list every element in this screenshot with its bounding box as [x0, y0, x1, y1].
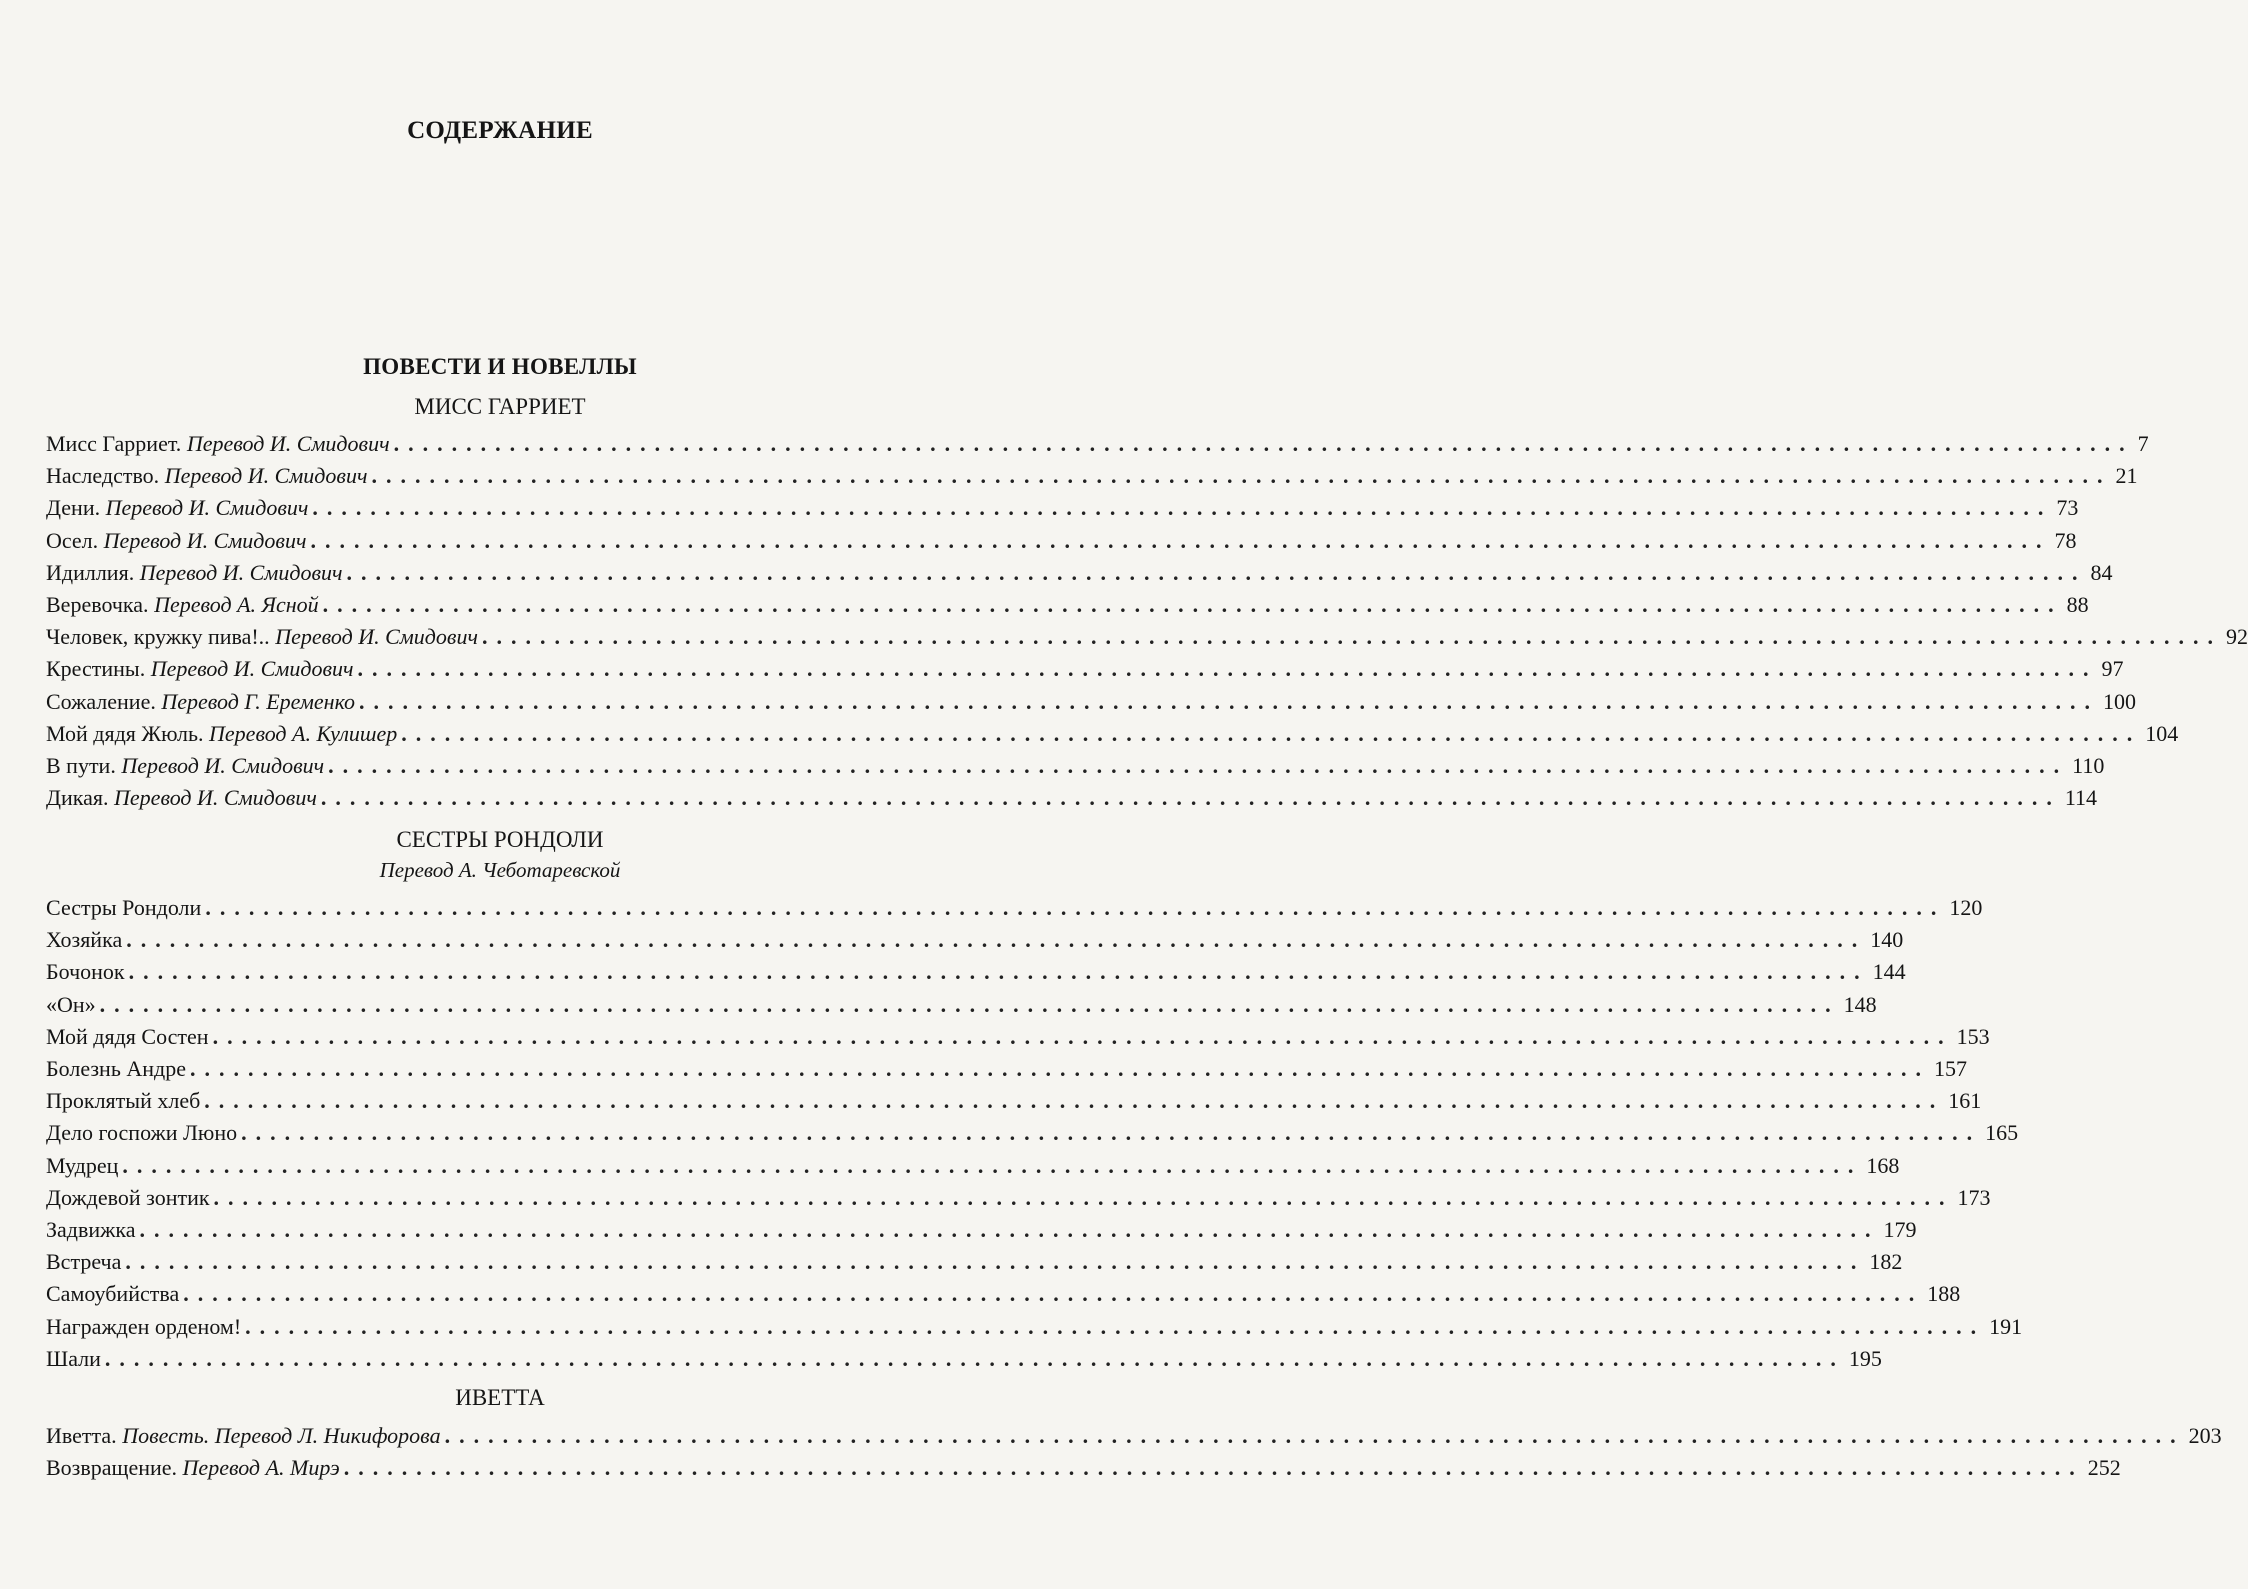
page-number: 7 [2137, 431, 2149, 456]
toc-entry-text [46, 558, 343, 588]
entry-title: Человек, кружку пива!.. [46, 624, 270, 650]
entry-title: Дени. [46, 495, 101, 521]
toc-entry [46, 1183, 1991, 1213]
toc-entry [46, 1312, 2023, 1342]
entry-translator: Перевод А. Мирэ [182, 1455, 340, 1481]
dot-leader: ........................................................................................................................ [189, 1056, 1930, 1081]
entry-title: Дело госпожи Люно [46, 1120, 238, 1146]
entry-title: Мой дядя Жюль. [46, 720, 204, 746]
entry-title: Крестины. [46, 656, 146, 682]
toc-entry [46, 1086, 1982, 1116]
dot-leader: ........................................................................................................................ [312, 495, 2053, 521]
dot-leader: ........................................................................................................................ [99, 991, 1840, 1017]
entry-title: Сестры Рондоли [46, 895, 202, 920]
page-number: 195 [1848, 1345, 1882, 1371]
entry-translator: Перевод И. Смидович [164, 463, 368, 489]
toc-entry-text [46, 990, 96, 1020]
dot-leader: ........................................................................................................................ [213, 1184, 1954, 1210]
entry-title: «Он» [46, 991, 96, 1017]
entry-title: Хозяйка [46, 927, 123, 953]
dot-leader: ........................................................................................................................ [401, 720, 2142, 746]
dot-leader: ........................................................................................................................ [444, 1423, 2185, 1448]
dot-leader: ........................................................................................................................ [139, 1217, 1880, 1242]
dot-leader: ........................................................................................................................ [126, 927, 1867, 953]
toc-entry-text [46, 751, 324, 781]
page-number: 157 [1933, 1056, 1967, 1081]
dot-leader: ........................................................................................................................ [205, 895, 1946, 920]
toc-entry [46, 687, 2137, 717]
toc-entry [46, 429, 2149, 459]
page-number: 182 [1869, 1249, 1903, 1275]
page-number: 188 [1927, 1281, 1961, 1307]
page-number: 21 [2115, 463, 2138, 489]
dot-leader: ........................................................................................................................ [393, 431, 2134, 456]
page-number: 179 [1883, 1217, 1917, 1242]
toc-entry-text [46, 1022, 209, 1052]
dot-leader: ........................................................................................................................ [359, 688, 2100, 714]
group-title: МИСС ГАРРИЕТ [414, 394, 586, 419]
toc-entry [46, 925, 1904, 955]
toc-entry [46, 654, 2124, 684]
entry-translator: Перевод А. Ясной [154, 592, 319, 617]
toc-entry [46, 783, 2098, 813]
entry-translator: Перевод И. Смидович [186, 431, 390, 456]
toc-entry-text [46, 429, 390, 459]
dot-leader: ........................................................................................................................ [481, 624, 2222, 650]
toc-entry [46, 719, 2179, 749]
toc-entry [46, 751, 2105, 781]
toc-entry-text [46, 925, 122, 955]
toc-entry-text [46, 1247, 121, 1277]
toc-entry [46, 893, 1983, 923]
dot-leader: ........................................................................................................................ [320, 785, 2061, 811]
dot-leader: ........................................................................................................................ [204, 1088, 1945, 1114]
toc-entry-text [46, 526, 306, 556]
entry-title: Дикая. [46, 785, 109, 811]
entry-title: Мудрец [46, 1152, 119, 1178]
toc-entry [46, 1279, 1961, 1309]
toc-entry [46, 1151, 1900, 1181]
toc-entry-text [46, 1183, 210, 1213]
toc-entry-text [46, 687, 355, 717]
dot-leader: ........................................................................................................................ [183, 1281, 1924, 1307]
toc-entry-text [46, 1312, 241, 1342]
toc-entry [46, 1344, 1882, 1374]
entry-title: Шали [46, 1345, 101, 1371]
dot-leader: ........................................................................................................................ [128, 959, 1869, 985]
entry-translator: Перевод И. Смидович [114, 785, 317, 811]
entry-translator: Перевод Г. Еременко [161, 688, 356, 714]
page-number: 88 [2066, 592, 2089, 617]
dot-leader: ........................................................................................................................ [371, 463, 2112, 489]
dot-leader: ........................................................................................................................ [322, 592, 2063, 617]
toc-entry [46, 1453, 2121, 1483]
dot-leader: ........................................................................................................................ [125, 1249, 1866, 1275]
dot-leader: ........................................................................................................................ [357, 656, 2098, 682]
page-number: 165 [1985, 1120, 2019, 1146]
page-number: 148 [1843, 991, 1877, 1017]
toc-entry [46, 526, 2077, 556]
toc-entry-text [46, 1421, 441, 1451]
toc-entry [46, 1022, 1990, 1052]
toc-entry [46, 1118, 2019, 1148]
section-title: ПОВЕСТИ И НОВЕЛЛЫ [363, 354, 637, 379]
entry-title: Сожаление. [46, 688, 156, 714]
page-number: 140 [1870, 927, 1904, 953]
toc-entry-text [46, 1086, 200, 1116]
entry-title: Идиллия. [46, 559, 135, 585]
entry-translator: Перевод И. Смидович [103, 527, 307, 553]
page-number: 191 [1989, 1313, 2023, 1339]
entry-translator: Перевод И. Смидович [150, 656, 354, 682]
entry-title: Мисс Гарриет. [46, 431, 182, 456]
toc-entry [46, 590, 2089, 620]
page-number: 168 [1866, 1152, 1900, 1178]
dot-leader: ........................................................................................................................ [346, 559, 2087, 585]
toc-entry [46, 622, 2248, 652]
entry-translator: Перевод А. Кулишер [209, 720, 398, 746]
entry-title: Встреча [46, 1249, 122, 1275]
toc-entry-text [46, 1118, 237, 1148]
entry-title: Веревочка. [46, 592, 149, 617]
entry-title: Задвижка [46, 1217, 136, 1242]
group-title: ИВЕТТА [455, 1385, 545, 1410]
toc-entry-text [46, 622, 478, 652]
entry-translator: Перевод И. Смидович [105, 495, 309, 521]
toc-entry [46, 1247, 1903, 1277]
page-number: 73 [2056, 495, 2079, 521]
entry-translator: Перевод И. Смидович [121, 753, 325, 778]
toc-entry [46, 957, 1906, 987]
dot-leader: ........................................................................................................................ [245, 1313, 1986, 1339]
page-number: 100 [2103, 688, 2137, 714]
entry-title: Проклятый хлеб [46, 1088, 201, 1114]
page-number: 120 [1949, 895, 1983, 920]
group-translator: Перевод А. Чеботаревской [379, 858, 621, 882]
page-number: 78 [2054, 527, 2077, 553]
toc-entry [46, 558, 2113, 588]
page-number: 203 [2188, 1423, 2222, 1448]
entry-title: Самоубийства [46, 1281, 180, 1307]
entry-title: Иветта. [46, 1423, 117, 1448]
dot-leader: ........................................................................................................................ [104, 1345, 1845, 1371]
toc-entry-text [46, 719, 397, 749]
toc-entry-text [46, 654, 354, 684]
entry-translator: Повесть. Перевод Л. Никифорова [122, 1423, 441, 1448]
dot-leader: ........................................................................................................................ [212, 1023, 1953, 1049]
toc-entry-text [46, 1151, 118, 1181]
toc-entry [46, 1054, 1967, 1084]
dot-leader: ........................................................................................................................ [343, 1455, 2084, 1481]
toc-entry [46, 493, 2079, 523]
group-title: СЕСТРЫ РОНДОЛИ [396, 827, 604, 852]
toc-entry [46, 1421, 2222, 1451]
page-title: СОДЕРЖАНИЕ [407, 117, 593, 144]
entry-title: Награжден орденом! [46, 1313, 242, 1339]
page-number: 104 [2145, 720, 2179, 746]
page-number: 114 [2064, 785, 2098, 811]
toc-entry-text [46, 1344, 101, 1374]
toc-entry-text [46, 783, 317, 813]
toc-entry-text [46, 1215, 135, 1245]
dot-leader: ........................................................................................................................ [241, 1120, 1982, 1146]
entry-title: Наследство. [46, 463, 160, 489]
entry-title: Дождевой зонтик [46, 1184, 210, 1210]
toc-entry [46, 461, 2138, 491]
toc-entry-text [46, 957, 125, 987]
page-number: 161 [1948, 1088, 1982, 1114]
dot-leader: ........................................................................................................................ [310, 527, 2051, 553]
toc-entry [46, 1215, 1917, 1245]
page-number: 92 [2225, 624, 2248, 650]
dot-leader: ........................................................................................................................ [122, 1152, 1863, 1178]
dot-leader: ........................................................................................................................ [328, 753, 2069, 778]
page-number: 252 [2087, 1455, 2121, 1481]
entry-translator: Перевод И. Смидович [275, 624, 478, 650]
toc-entry-text [46, 493, 308, 523]
page-number: 153 [1956, 1023, 1990, 1049]
page-number: 144 [1872, 959, 1906, 985]
page-number: 84 [2090, 559, 2113, 585]
entry-title: Возвращение. [46, 1455, 178, 1481]
page-number: 173 [1957, 1184, 1991, 1210]
toc-entry [46, 990, 1877, 1020]
entry-title: Бочонок [46, 959, 125, 985]
toc-entry-text [46, 461, 367, 491]
toc-entry-text [46, 1054, 186, 1084]
entry-translator: Перевод И. Смидович [139, 559, 343, 585]
page-number: 110 [2072, 753, 2105, 778]
toc-entry-text [46, 1453, 340, 1483]
entry-title: Осел. [46, 527, 99, 553]
toc-entry-text [46, 893, 201, 923]
entry-title: Мой дядя Состен [46, 1023, 209, 1049]
entry-title: Болезнь Андре [46, 1056, 186, 1081]
page-number: 97 [2101, 656, 2124, 682]
toc-entry-text [46, 1279, 179, 1309]
toc-entry-text [46, 590, 319, 620]
entry-title: В пути. [46, 753, 116, 778]
